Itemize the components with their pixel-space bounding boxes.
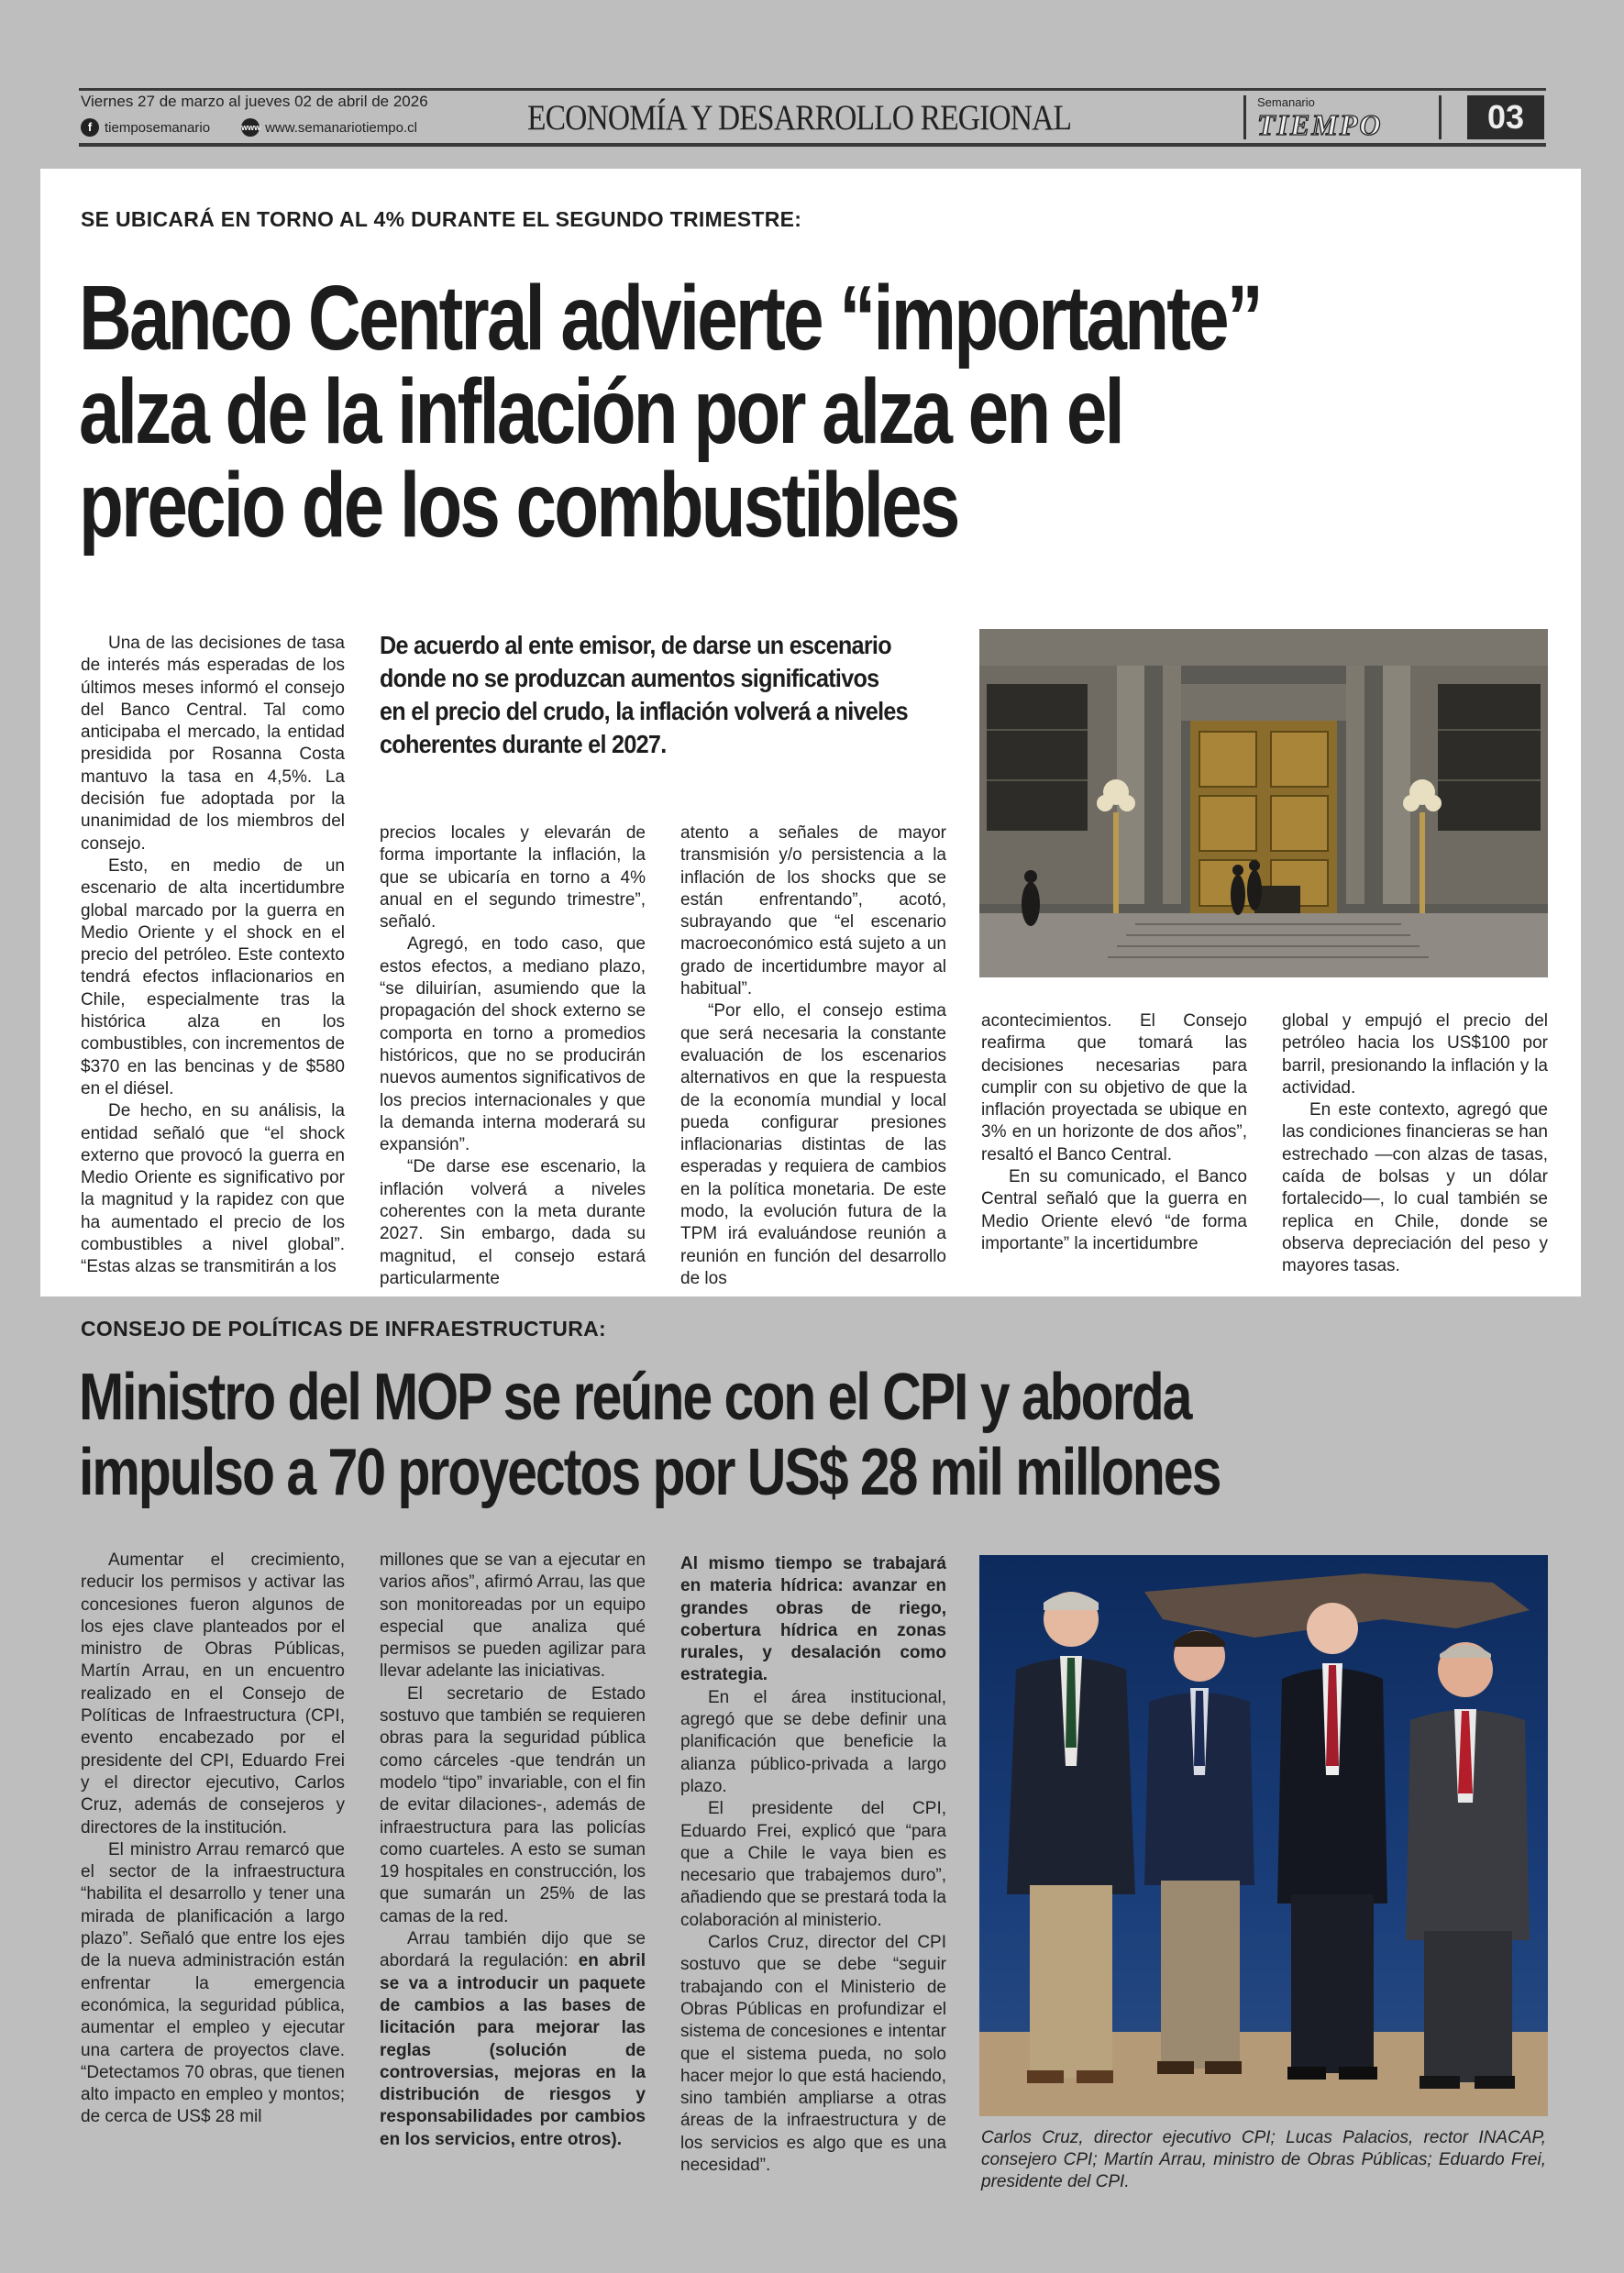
paragraph: “De darse ese escenario, la inflación volverá a niveles coherentes con la meta durante 2027. Sin embargo, dada su magnitud, el consejo estará particularmente: [380, 1157, 646, 1288]
headline-line: impulso a 70 proyectos por US$ 28 mil millones: [79, 1436, 1221, 1509]
paragraph: Agregó, en todo caso, que estos efectos, a mediano plazo, “se diluirían, asumiendo que la propagación del shock externo se comporta en torno a promedios históricos, que no se producirán nuevos aumentos significativos de los precios internacionales y que la demanda interna moderará su expansión”.: [380, 934, 646, 1155]
headline-line: alza de la inflación por alza en el: [79, 360, 1122, 463]
article-2-column-3: [680, 1553, 946, 2177]
article-1-column-5: [1282, 1010, 1548, 1278]
article-1-column-1: [81, 633, 345, 1279]
headline-line: Banco Central advierte “importante”: [79, 267, 1261, 370]
article-2-headline: [79, 1360, 1220, 1510]
paragraph: En este contexto, agregó que las condiciones financieras se han estrechado —con alzas de tasas, caída de bolsas y un dólar fortalecido—, lo cual también se replica en Chile, donde se observa depreciación del peso y mayores tasas.: [1282, 1100, 1548, 1276]
paragraph: En su comunicado, el Banco Central señaló que la guerra en Medio Oriente elevó “de forma importante” la incertidumbre: [981, 1167, 1247, 1253]
web-icon: www: [241, 118, 260, 137]
article-2-column-1: [81, 1550, 345, 2129]
paragraph: Una de las decisiones de tasa de interés más esperadas de los últimos meses informó el consejo del Banco Central. Tal como anticipaba el mercado, la entidad presidida por Rosanna Costa mantuvo la tasa en 4,5%. La decisión fue adoptada por la unanimidad de los miembros del consejo.: [81, 634, 345, 854]
article-1-headline: [79, 267, 1261, 557]
website-link[interactable]: www.semanariotiempo.cl: [265, 119, 417, 136]
paragraph: El presidente del CPI, Eduardo Frei, explicó que “para que a Chile le vaya bien es necesario que trabajemos duro”, añadiendo que se prestará toda la colaboración al ministerio.: [680, 1799, 946, 1930]
paragraph: global y empujó el precio del petróleo hacia los US$100 por barril, presionando la inflación y la actividad.: [1282, 1011, 1548, 1098]
article-1-column-3: [680, 822, 946, 1290]
article-1-kicker: SE UBICARÁ EN TORNO AL 4% DURANTE EL SEGUNDO TRIMESTRE:: [81, 207, 802, 231]
paragraph: El ministro Arrau remarcó que el sector de la infraestructura “habilita el desarrollo y tener una mirada de planificación a largo plazo”. Señaló que entre los ejes de la nueva administración están enfrentar la emergencia económica, la seguridad pública, aumentar el empleo y ejecutar una cartera de proyectos clave. “Detectamos 70 obras, que tienen alto impacto en empleo y montos; de cerca de US$ 28 mil: [81, 1839, 345, 2127]
paragraph: acontecimientos. El Consejo reafirma que tomará las decisiones necesarias para cumplir con su objetivo de que la inflación proyectada se ubique en 3% en un horizonte de dos años”, resaltó el Banco Central.: [981, 1011, 1247, 1164]
facebook-handle[interactable]: tiemposemanario: [105, 119, 211, 136]
brand-small: Semanario: [1257, 95, 1315, 109]
article-2-column-2: [380, 1550, 646, 2151]
issue-date: Viernes 27 de marzo al jueves 02 de abril de 2026: [81, 93, 428, 110]
highlight-paragraph: Al mismo tiempo se trabajará en materia hídrica: avanzar en grandes obras de riego, cobertura hídrica en zonas rurales, y desalación como estrategia.: [680, 1554, 946, 1685]
article-1-column-4: [981, 1010, 1247, 1255]
page-number: 03: [1467, 95, 1544, 139]
header-rule-bottom: [79, 143, 1546, 147]
paragraph: [380, 1928, 646, 2151]
paragraph-text: Arrau también dijo que se abordará la regulación:: [380, 1929, 646, 1971]
paragraph: precios locales y elevarán de forma importante la inflación, la que se ubicaría en torno a 4% anual en el segundo trimestre”, señaló.: [380, 823, 646, 932]
photo-caption: Carlos Cruz, director ejecutivo CPI; Lucas Palacios, rector INACAP, consejero CPI; Martín Arrau, ministro de Obras Públicas; Eduardo Frei, presidente del CPI.: [981, 2128, 1546, 2191]
paragraph: En el área institucional, agregó que se debe definir una planificación que beneficie la alianza público-privada a largo plazo.: [680, 1687, 946, 1796]
cpi-meeting-photo: [979, 1555, 1548, 2116]
article-1-lead: De acuerdo al ente emisor, de darse un escenario donde no se produzcan aumentos significativos en el precio del crudo, la inflación volverá a niveles coherentes durante el 2027.: [380, 631, 908, 758]
paragraph: “Por ello, el consejo estima que será necesaria la constante evaluación de los escenarios alternativos en que la respuesta de la economía mundial y local pueda configurar presiones inflacionarias distintas de las esperadas y requiera de cambios en la política monetaria. De este modo, la evolución futura de la TPM irá evaluándose reunión a reunión en función del desarrollo de los: [680, 1001, 946, 1288]
section-title: ECONOMÍA Y DESARROLLO REGIONAL: [527, 98, 1072, 138]
paragraph: Carlos Cruz, director del CPI sostuvo que se debe “seguir trabajando con el Ministerio de Obras Públicas en profundizar el sistema de concesiones e intentar que el sistema pueda, no solo hacer mejor lo que está haciendo, sino también ampliarse a otras áreas de la infraestructura y de los servicios es algo que es una necesidad”.: [680, 1933, 946, 2176]
paragraph: De hecho, en su análisis, la entidad señaló que “el shock externo que provocó la guerra en Medio Oriente es significativo por la magnitud y la rapidez con que ha aumentado el precio de los combustibles a nivel global”. “Estas alzas se transmitirán a los: [81, 1101, 345, 1277]
header-social: [81, 118, 417, 137]
article-2-kicker: CONSEJO DE POLÍTICAS DE INFRAESTRUCTURA:: [81, 1317, 606, 1341]
paragraph: millones que se van a ejecutar en varios años”, afirmó Arrau, las que son monitoreadas por un equipo especial que analiza qué permisos se pueden agilizar para llevar adelante las iniciativas.: [380, 1550, 646, 1682]
brand-name: TIEMPO: [1257, 108, 1383, 141]
paragraph: Aumentar el crecimiento, reducir los permisos y activar las concesiones fueron algunos de los ejes clave planteados por el ministro de Obras Públicas, Martín Arrau, en un encuentro realizado en el Consejo de Políticas de Infraestructura (CPI, evento encabezado por el presidente del CPI, Eduardo Frei y el director ejecutivo, Carlos Cruz, además de consejeros y directores de la institución.: [81, 1550, 345, 1837]
paragraph-bold-text: en abril se va a introducir un paquete de cambios a las bases de licitación para mejorar las reglas (solución de controversias, mejoras en la distribución de riesgos y responsabilidades por cambios en los servicios, entre otros).: [380, 1951, 646, 2149]
brand-logo: [1243, 95, 1442, 139]
article-1-column-2: [380, 822, 646, 1290]
facebook-icon: f: [81, 118, 99, 137]
paragraph: Esto, en medio de un escenario de alta incertidumbre global marcado por la guerra en Medio Oriente y el shock en el precio del petróleo. Este contexto tendrá efectos inflacionarios en Chile, especialmente tras la histórica alza en los combustibles, con incrementos de $370 en las bencinas y de $580 en el diésel.: [81, 855, 345, 1098]
paragraph: El secretario de Estado sostuvo que también se requieren obras para la seguridad pública como cárceles -que tendrán un modelo “tipo” invariable, con el fin de evitar dilaciones-, además de infraestructura para las policías como cuarteles. A esto se suman 19 hospitales en construcción, los que sumarán un 25% de las camas de la red.: [380, 1683, 646, 1926]
headline-line: Ministro del MOP se reúne con el CPI y aborda: [79, 1361, 1191, 1434]
headline-line: precio de los combustibles: [79, 454, 958, 557]
header-rule-top: [79, 88, 1546, 91]
paragraph: atento a señales de mayor transmisión y/o persistencia a la inflación de los shocks que se están enfrentando”, acotó, subrayando que “el escenario macroeconómico está sujeto a un grado de incertidumbre mayor al habitual”.: [680, 823, 946, 999]
banco-central-photo: [979, 629, 1548, 977]
